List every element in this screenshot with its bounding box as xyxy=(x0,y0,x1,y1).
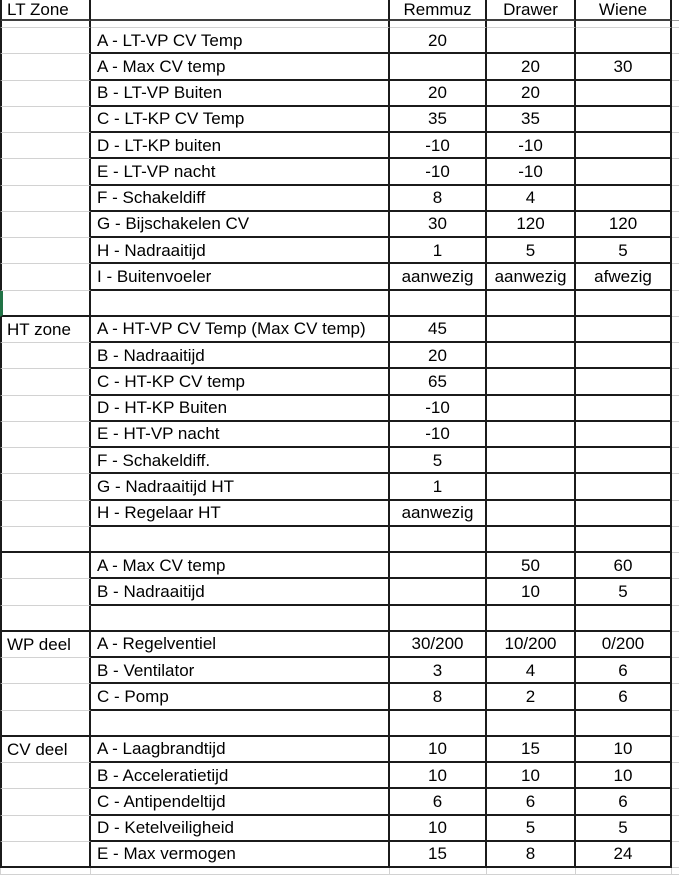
cell-value-wiene[interactable]: 30 xyxy=(576,54,672,80)
cell-value-wiene[interactable] xyxy=(576,317,672,343)
cell-value-wiene[interactable] xyxy=(576,448,672,474)
cell-param[interactable] xyxy=(91,606,390,632)
cell-param[interactable]: B - Ventilator xyxy=(91,658,390,684)
cell-value-remmuz[interactable]: 3 xyxy=(390,658,487,684)
cell-value-drawer[interactable] xyxy=(487,527,576,553)
cell-value-drawer[interactable]: aanwezig xyxy=(487,264,576,290)
header-cell-remmuz[interactable]: Remmuz xyxy=(390,0,487,21)
cell-zone[interactable] xyxy=(0,527,91,553)
partial-cell xyxy=(390,868,487,875)
partial-cell xyxy=(91,868,390,875)
cell-param[interactable]: H - Nadraaitijd xyxy=(91,238,390,264)
table-row xyxy=(0,107,679,133)
cell-value-drawer[interactable] xyxy=(487,711,576,737)
cell-value-remmuz[interactable]: 65 xyxy=(390,369,487,395)
cell-value-remmuz[interactable]: 30 xyxy=(390,212,487,238)
table-row xyxy=(0,212,679,238)
cell-zone[interactable] xyxy=(0,816,91,842)
spacer-cell xyxy=(91,21,390,28)
cell-value-drawer[interactable]: 10/200 xyxy=(487,632,576,658)
partial-cell xyxy=(487,868,576,875)
table-row xyxy=(0,238,679,264)
grid-sliver xyxy=(672,369,679,395)
cell-zone[interactable] xyxy=(0,343,91,369)
cell-value-drawer[interactable]: 120 xyxy=(487,212,576,238)
table-row xyxy=(0,763,679,789)
cell-zone[interactable] xyxy=(0,81,91,107)
grid-sliver xyxy=(672,448,679,474)
cell-value-wiene[interactable] xyxy=(576,186,672,212)
grid-sliver xyxy=(672,396,679,422)
cell-value-drawer[interactable] xyxy=(487,501,576,527)
cell-zone[interactable] xyxy=(0,789,91,815)
grid-sliver xyxy=(672,186,679,212)
grid-sliver xyxy=(672,21,679,28)
cell-zone[interactable] xyxy=(0,291,91,317)
cell-value-drawer[interactable]: 4 xyxy=(487,186,576,212)
table-row-blank xyxy=(0,527,679,553)
cell-value-drawer[interactable] xyxy=(487,422,576,448)
cell-zone[interactable] xyxy=(0,107,91,133)
cell-param[interactable]: D - HT-KP Buiten xyxy=(91,396,390,422)
cell-value-wiene[interactable]: 5 xyxy=(576,238,672,264)
cell-zone[interactable] xyxy=(0,159,91,185)
table-row xyxy=(0,842,679,868)
grid-sliver xyxy=(672,343,679,369)
cell-param[interactable]: A - Regelventiel xyxy=(91,632,390,658)
grid-sliver xyxy=(672,606,679,632)
cell-value-remmuz[interactable]: aanwezig xyxy=(390,501,487,527)
cell-zone[interactable] xyxy=(0,711,91,737)
cell-zone[interactable] xyxy=(0,763,91,789)
table-row xyxy=(0,369,679,395)
cell-value-wiene[interactable] xyxy=(576,159,672,185)
cell-value-wiene[interactable]: 6 xyxy=(576,658,672,684)
cell-value-remmuz[interactable] xyxy=(390,291,487,317)
cell-value-wiene[interactable] xyxy=(576,291,672,317)
cell-zone[interactable] xyxy=(0,264,91,290)
grid-sliver xyxy=(672,159,679,185)
grid-sliver xyxy=(672,28,679,54)
cell-value-drawer[interactable]: -10 xyxy=(487,133,576,159)
cell-param[interactable]: B - Acceleratietijd xyxy=(91,763,390,789)
cell-param[interactable]: C - LT-KP CV Temp xyxy=(91,107,390,133)
cell-param[interactable]: C - Antipendeltijd xyxy=(91,789,390,815)
cell-param[interactable] xyxy=(91,527,390,553)
cell-param[interactable]: F - Schakeldiff xyxy=(91,186,390,212)
partial-cell xyxy=(0,868,91,875)
cell-value-drawer[interactable]: 15 xyxy=(487,737,576,763)
cell-value-drawer[interactable] xyxy=(487,606,576,632)
table-body xyxy=(0,28,679,868)
cell-value-wiene[interactable] xyxy=(576,527,672,553)
cell-param[interactable] xyxy=(91,291,390,317)
cell-zone[interactable] xyxy=(0,553,91,579)
header-cell-zone[interactable]: LT Zone xyxy=(0,0,91,21)
cell-value-drawer[interactable] xyxy=(487,291,576,317)
cell-value-drawer[interactable] xyxy=(487,474,576,500)
cell-value-remmuz[interactable] xyxy=(390,711,487,737)
table-row-blank xyxy=(0,711,679,737)
cell-param[interactable]: A - Laagbrandtijd xyxy=(91,737,390,763)
cell-value-remmuz[interactable]: -10 xyxy=(390,396,487,422)
cell-value-wiene[interactable] xyxy=(576,369,672,395)
cell-value-drawer[interactable] xyxy=(487,448,576,474)
header-cell-wiene[interactable]: Wiene xyxy=(576,0,672,21)
cell-value-remmuz[interactable]: 10 xyxy=(390,816,487,842)
table-row-blank xyxy=(0,291,679,317)
cell-zone[interactable] xyxy=(0,28,91,54)
cell-value-wiene[interactable] xyxy=(576,343,672,369)
cell-value-wiene[interactable] xyxy=(576,422,672,448)
cell-value-drawer[interactable]: 35 xyxy=(487,107,576,133)
cell-zone[interactable] xyxy=(0,133,91,159)
cell-value-wiene[interactable] xyxy=(576,396,672,422)
cell-value-wiene[interactable] xyxy=(576,606,672,632)
cell-value-remmuz[interactable]: -10 xyxy=(390,422,487,448)
table-row xyxy=(0,133,679,159)
grid-sliver xyxy=(672,789,679,815)
table-row xyxy=(0,186,679,212)
cell-value-drawer[interactable]: -10 xyxy=(487,159,576,185)
cell-zone[interactable] xyxy=(0,369,91,395)
grid-sliver xyxy=(672,737,679,763)
cell-param[interactable]: A - Max CV temp xyxy=(91,553,390,579)
cell-param[interactable]: D - Ketelveiligheid xyxy=(91,816,390,842)
spacer-cell xyxy=(576,21,672,28)
cell-param[interactable]: E - Max vermogen xyxy=(91,842,390,868)
cell-zone[interactable] xyxy=(0,501,91,527)
cell-value-drawer[interactable]: 10 xyxy=(487,579,576,605)
cell-value-remmuz[interactable] xyxy=(390,527,487,553)
cell-value-drawer[interactable] xyxy=(487,28,576,54)
cell-param[interactable]: G - Nadraaitijd HT xyxy=(91,474,390,500)
grid-sliver xyxy=(672,238,679,264)
grid-sliver xyxy=(672,133,679,159)
cell-zone[interactable]: CV deel xyxy=(0,737,91,763)
table-row xyxy=(0,474,679,500)
cell-value-drawer[interactable] xyxy=(487,369,576,395)
cell-zone[interactable] xyxy=(0,606,91,632)
table-row xyxy=(0,422,679,448)
table-row xyxy=(0,264,679,290)
table-row xyxy=(0,448,679,474)
cutoff-bottom-row xyxy=(0,868,679,875)
table-row xyxy=(0,816,679,842)
grid-sliver xyxy=(672,868,679,875)
cell-zone[interactable] xyxy=(0,842,91,868)
cell-value-drawer[interactable]: 6 xyxy=(487,789,576,815)
spacer-cell xyxy=(390,21,487,28)
cell-zone[interactable] xyxy=(0,579,91,605)
cell-param[interactable]: D - LT-KP buiten xyxy=(91,133,390,159)
header-cell-drawer[interactable]: Drawer xyxy=(487,0,576,21)
cell-value-drawer[interactable] xyxy=(487,317,576,343)
cell-param[interactable]: A - HT-VP CV Temp (Max CV temp) xyxy=(91,317,390,343)
cell-value-drawer[interactable] xyxy=(487,343,576,369)
table-row xyxy=(0,317,679,343)
spacer-cell xyxy=(0,21,91,28)
cell-value-wiene[interactable]: 0/200 xyxy=(576,632,672,658)
table-row xyxy=(0,159,679,185)
table-row xyxy=(0,737,679,763)
grid-sliver xyxy=(672,527,679,553)
cell-zone[interactable]: HT zone xyxy=(0,317,91,343)
cell-zone[interactable] xyxy=(0,474,91,500)
cell-value-wiene[interactable] xyxy=(576,28,672,54)
cell-zone[interactable] xyxy=(0,212,91,238)
grid-sliver xyxy=(672,658,679,684)
cell-value-remmuz[interactable] xyxy=(390,54,487,80)
cell-param[interactable]: B - LT-VP Buiten xyxy=(91,81,390,107)
grid-sliver xyxy=(672,684,679,710)
cell-zone[interactable]: WP deel xyxy=(0,632,91,658)
cell-value-remmuz[interactable]: aanwezig xyxy=(390,264,487,290)
cell-param[interactable]: B - Nadraaitijd xyxy=(91,343,390,369)
spacer-cell xyxy=(487,21,576,28)
cell-value-drawer[interactable]: 4 xyxy=(487,658,576,684)
grid-sliver xyxy=(672,553,679,579)
cell-value-remmuz[interactable]: 1 xyxy=(390,238,487,264)
cell-zone[interactable] xyxy=(0,238,91,264)
cell-zone[interactable] xyxy=(0,658,91,684)
cell-param[interactable]: G - Bijschakelen CV xyxy=(91,212,390,238)
cell-value-wiene[interactable]: 6 xyxy=(576,684,672,710)
cell-value-drawer[interactable]: 20 xyxy=(487,54,576,80)
cell-zone[interactable] xyxy=(0,422,91,448)
cell-zone[interactable] xyxy=(0,448,91,474)
grid-sliver xyxy=(672,0,679,21)
cell-value-wiene[interactable] xyxy=(576,474,672,500)
cell-value-wiene[interactable] xyxy=(576,107,672,133)
grid-sliver xyxy=(672,264,679,290)
grid-sliver xyxy=(672,579,679,605)
cell-value-wiene[interactable]: 120 xyxy=(576,212,672,238)
cell-value-drawer[interactable]: 8 xyxy=(487,842,576,868)
cell-value-remmuz[interactable]: 8 xyxy=(390,684,487,710)
cell-param[interactable]: F - Schakeldiff. xyxy=(91,448,390,474)
cell-value-drawer[interactable]: 50 xyxy=(487,553,576,579)
cell-value-drawer[interactable]: 2 xyxy=(487,684,576,710)
table-row xyxy=(0,553,679,579)
cell-value-remmuz[interactable]: 30/200 xyxy=(390,632,487,658)
grid-sliver xyxy=(672,501,679,527)
cell-value-remmuz[interactable] xyxy=(390,553,487,579)
partial-cell xyxy=(576,868,672,875)
grid-sliver xyxy=(672,317,679,343)
grid-sliver xyxy=(672,422,679,448)
table-row xyxy=(0,396,679,422)
cell-value-remmuz[interactable]: 8 xyxy=(390,186,487,212)
table-row xyxy=(0,81,679,107)
cell-param[interactable]: E - LT-VP nacht xyxy=(91,159,390,185)
table-row xyxy=(0,684,679,710)
cell-value-remmuz[interactable]: 45 xyxy=(390,317,487,343)
grid-sliver xyxy=(672,763,679,789)
cell-value-remmuz[interactable]: 15 xyxy=(390,842,487,868)
cell-param[interactable]: B - Nadraaitijd xyxy=(91,579,390,605)
cell-value-remmuz[interactable]: 20 xyxy=(390,343,487,369)
cell-value-drawer[interactable]: 10 xyxy=(487,763,576,789)
grid-sliver xyxy=(672,711,679,737)
table-row xyxy=(0,658,679,684)
cell-value-wiene[interactable] xyxy=(576,501,672,527)
cell-value-remmuz[interactable]: 10 xyxy=(390,763,487,789)
table-row xyxy=(0,579,679,605)
header-cell-param[interactable] xyxy=(91,0,390,21)
cell-value-remmuz[interactable] xyxy=(390,606,487,632)
cell-value-wiene[interactable]: afwezig xyxy=(576,264,672,290)
table-row xyxy=(0,632,679,658)
cell-value-remmuz[interactable]: 1 xyxy=(390,474,487,500)
cell-value-remmuz[interactable]: 20 xyxy=(390,81,487,107)
grid-sliver xyxy=(672,816,679,842)
cell-value-wiene[interactable]: 10 xyxy=(576,763,672,789)
cell-zone[interactable] xyxy=(0,54,91,80)
cell-value-remmuz[interactable]: 35 xyxy=(390,107,487,133)
header-spacer-row xyxy=(0,21,679,28)
table-row-blank xyxy=(0,606,679,632)
cell-zone[interactable] xyxy=(0,186,91,212)
cell-value-wiene[interactable]: 24 xyxy=(576,842,672,868)
cell-param[interactable]: I - Buitenvoeler xyxy=(91,264,390,290)
cell-value-wiene[interactable]: 10 xyxy=(576,737,672,763)
cell-value-wiene[interactable] xyxy=(576,711,672,737)
cell-param[interactable]: A - Max CV temp xyxy=(91,54,390,80)
cell-value-remmuz[interactable]: 20 xyxy=(390,28,487,54)
cell-zone[interactable] xyxy=(0,396,91,422)
cell-value-drawer[interactable]: 20 xyxy=(487,81,576,107)
cell-value-remmuz[interactable]: 10 xyxy=(390,737,487,763)
table-row xyxy=(0,343,679,369)
cell-param[interactable]: H - Regelaar HT xyxy=(91,501,390,527)
grid-sliver xyxy=(672,81,679,107)
cell-value-wiene[interactable] xyxy=(576,133,672,159)
cell-value-remmuz[interactable]: -10 xyxy=(390,159,487,185)
table-row xyxy=(0,501,679,527)
grid-sliver xyxy=(672,291,679,317)
cell-value-remmuz[interactable] xyxy=(390,579,487,605)
cell-value-remmuz[interactable]: -10 xyxy=(390,133,487,159)
cell-value-wiene[interactable] xyxy=(576,81,672,107)
cell-value-wiene[interactable]: 60 xyxy=(576,553,672,579)
cell-value-drawer[interactable]: 5 xyxy=(487,238,576,264)
cell-value-wiene[interactable]: 5 xyxy=(576,579,672,605)
table-row xyxy=(0,789,679,815)
table-row xyxy=(0,54,679,80)
cell-param[interactable]: E - HT-VP nacht xyxy=(91,422,390,448)
cell-zone[interactable] xyxy=(0,684,91,710)
grid-sliver xyxy=(672,54,679,80)
grid-sliver xyxy=(672,474,679,500)
grid-sliver xyxy=(672,212,679,238)
cell-value-wiene[interactable]: 5 xyxy=(576,816,672,842)
cell-param[interactable] xyxy=(91,711,390,737)
grid-sliver xyxy=(672,107,679,133)
header-row xyxy=(0,0,679,21)
cell-value-drawer[interactable] xyxy=(487,396,576,422)
grid-sliver xyxy=(672,842,679,868)
cell-value-drawer[interactable]: 5 xyxy=(487,816,576,842)
cell-value-wiene[interactable]: 6 xyxy=(576,789,672,815)
grid-sliver xyxy=(672,632,679,658)
cell-param[interactable]: C - HT-KP CV temp xyxy=(91,369,390,395)
table-row xyxy=(0,28,679,54)
cell-param[interactable]: A - LT-VP CV Temp xyxy=(91,28,390,54)
cell-param[interactable]: C - Pomp xyxy=(91,684,390,710)
cell-value-remmuz[interactable]: 6 xyxy=(390,789,487,815)
cell-value-remmuz[interactable]: 5 xyxy=(390,448,487,474)
